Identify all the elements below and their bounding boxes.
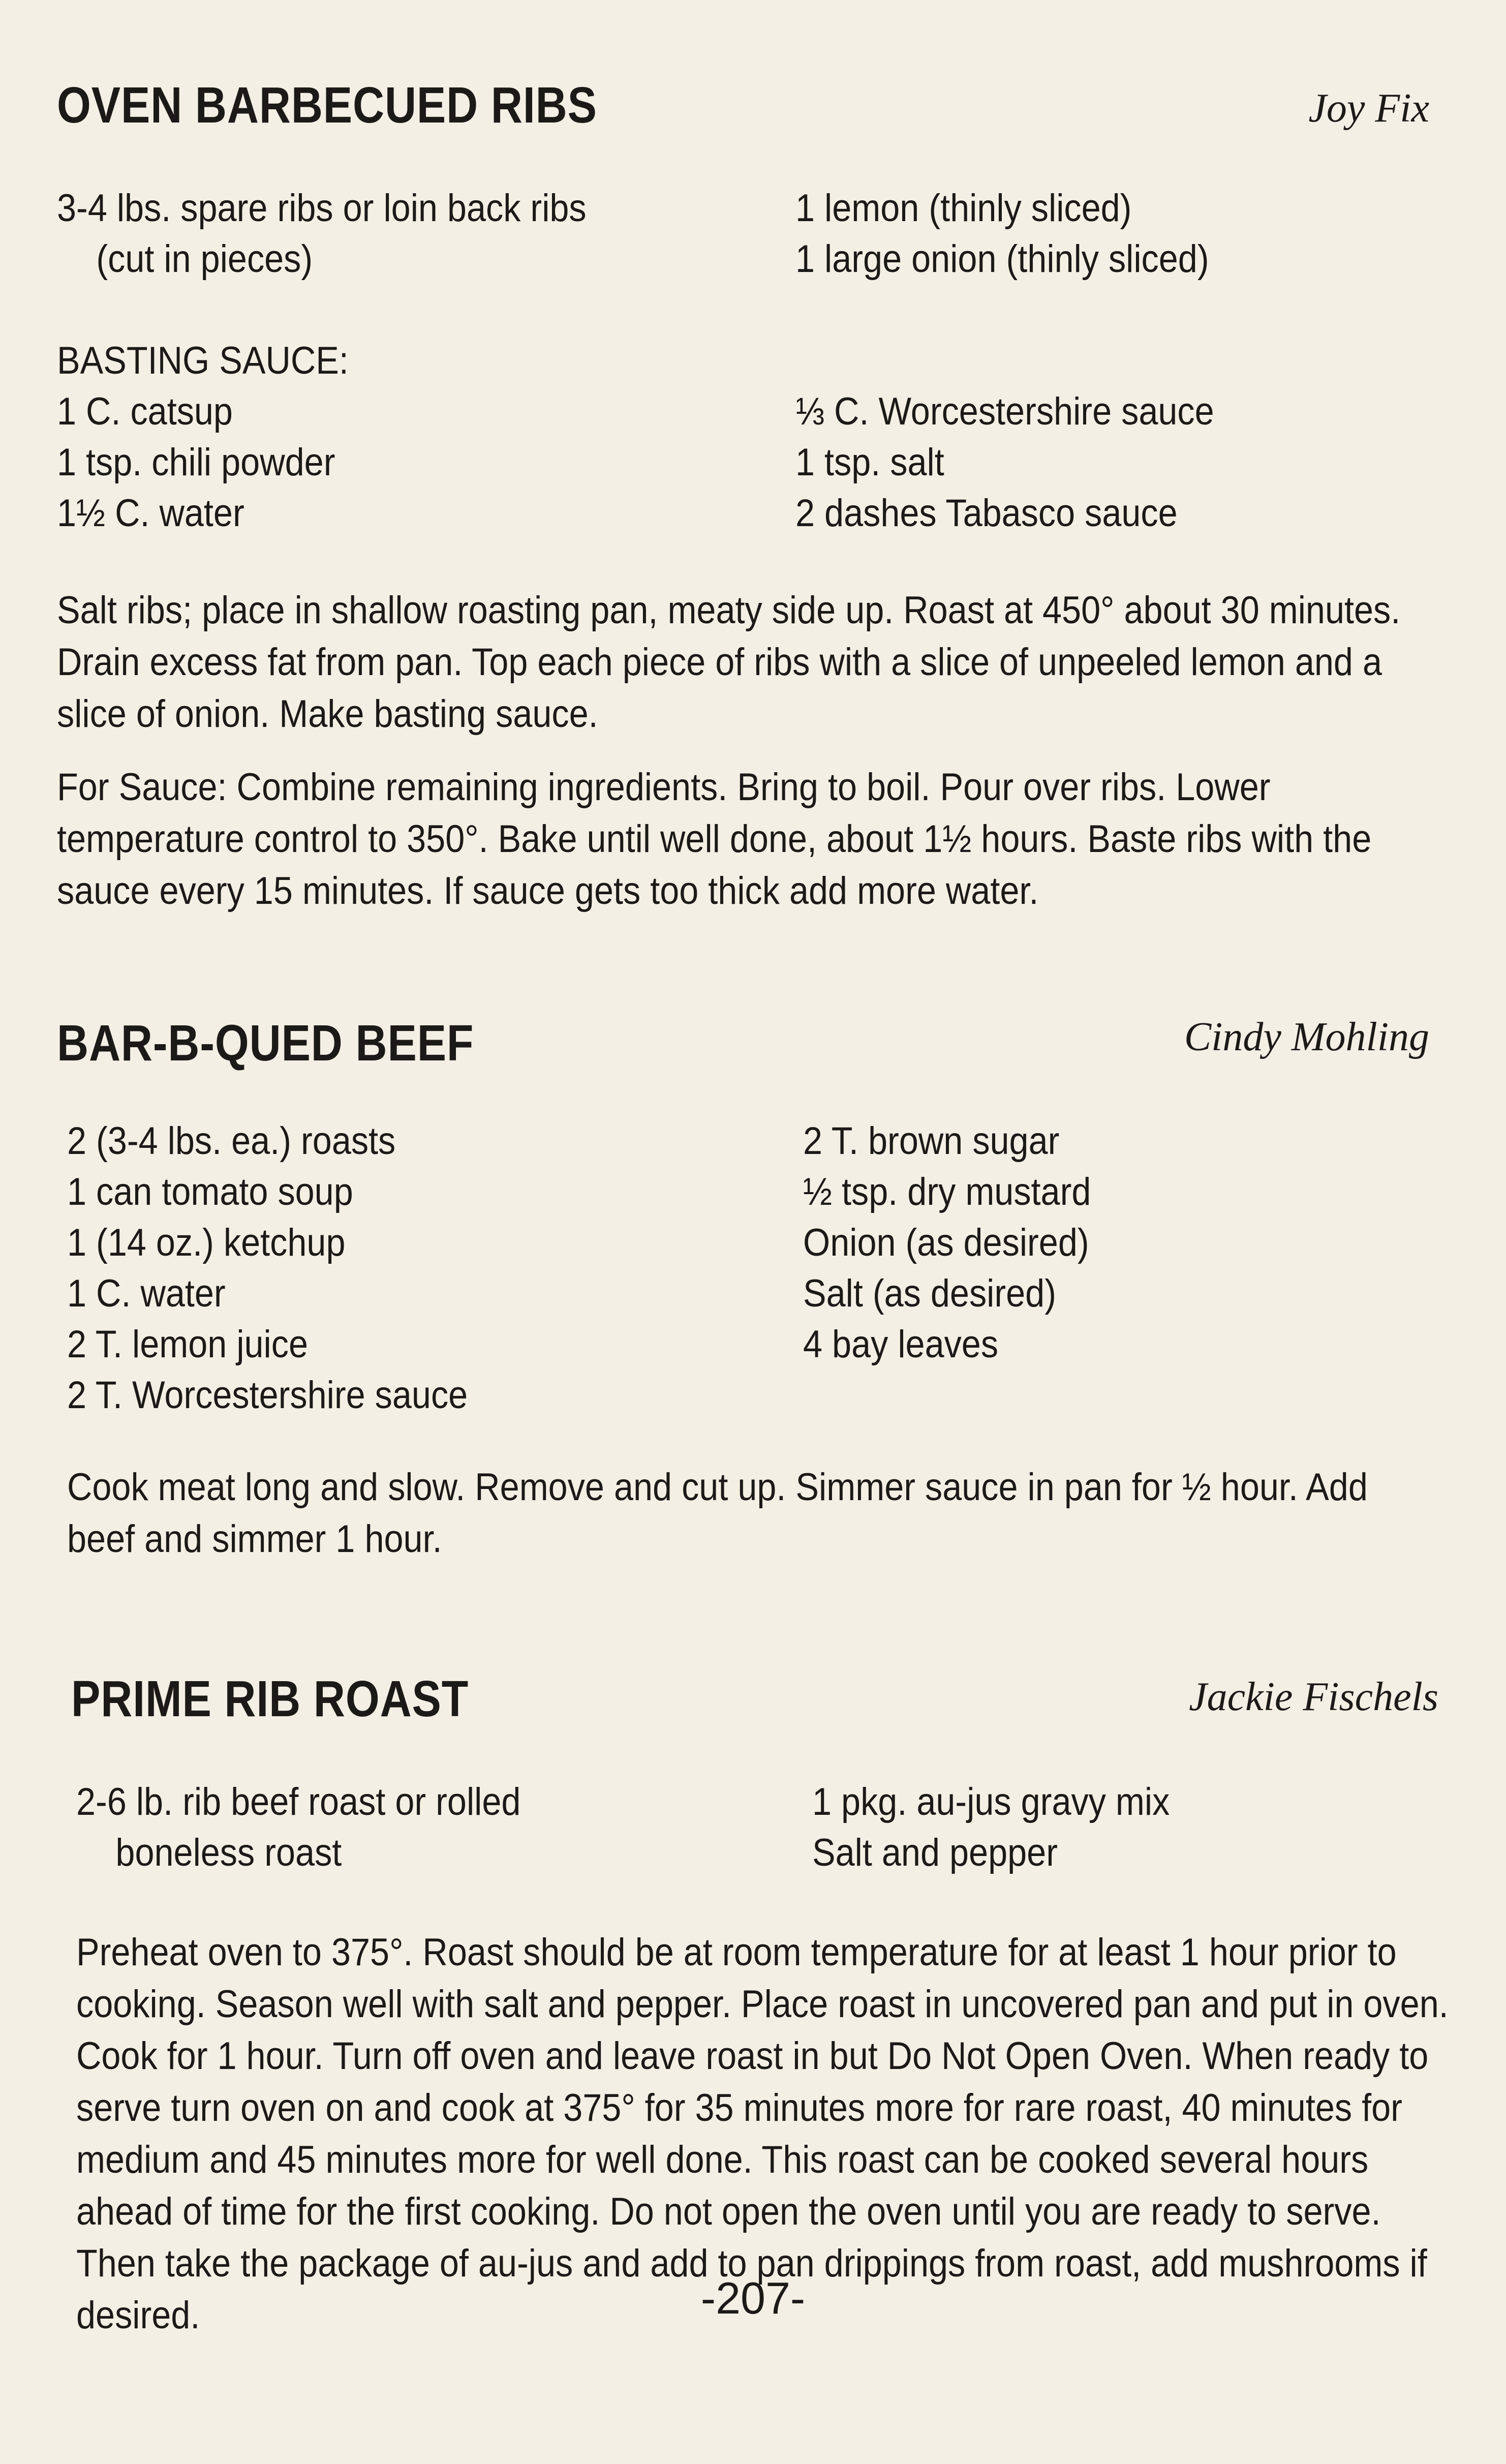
ingredients-left	[67, 1116, 512, 1421]
ingredient: 1 tsp. salt	[795, 441, 944, 484]
ingredient: 2 T. lemon juice	[67, 1323, 308, 1366]
directions: Salt ribs; place in shallow roasting pan, meaty side up. Roast at 450° about 30 minutes. Drain excess fat from pan. Top each piece of ribs with a slice of unpeeled lemon and a slice of onion. Make basting sauce.	[57, 589, 1401, 736]
recipe-title: PRIME RIB ROAST	[71, 1670, 469, 1727]
ingredient: 1 can tomato soup	[67, 1170, 353, 1213]
ingredient: Salt and pepper	[812, 1831, 1058, 1874]
recipe-author: Joy Fix	[1308, 86, 1429, 131]
sauce-heading: BASTING SAUCE:	[57, 339, 349, 382]
ingredient: 2 dashes Tabasco sauce	[795, 492, 1178, 535]
recipe-title: OVEN BARBECUED RIBS	[57, 77, 597, 134]
ingredient: 3-4 lbs. spare ribs or loin back ribs	[57, 187, 587, 230]
directions: Preheat oven to 375°. Roast should be at room temperature for at least 1 hour prior to cooking. Season well with salt and pepper. Place roast in uncovered pan and put in oven. Cook for 1 hour. Turn off oven and leave roast in but Do Not Open Oven. When ready to serve turn oven on and cook at 375° for 35 minutes more for rare roast, 40 minutes for medium and 45 minutes more for well done. This roast can be cooked several hours ahead of time for the first cooking. Do not open the oven until you are ready to serve. Then take the package of au-jus and add to pan drippings from roast, add mushrooms if desired.	[76, 1931, 1449, 2337]
ingredient: 1 large onion (thinly sliced)	[795, 237, 1209, 281]
ingredient: 2 (3-4 lbs. ea.) roasts	[67, 1119, 396, 1163]
ingredient: 2 T. Worcestershire sauce	[67, 1374, 468, 1417]
ingredients-right	[812, 1777, 1209, 1878]
ingredient: 4 bay leaves	[803, 1323, 999, 1366]
ingredient: 1 (14 oz.) ketchup	[67, 1221, 346, 1264]
ingredients-left	[76, 1777, 570, 1878]
ingredient: (cut in pieces)	[96, 237, 313, 281]
ingredient: 1 C. water	[67, 1272, 226, 1315]
sauce-ingredients-right	[795, 386, 1261, 539]
ingredients-right	[803, 1116, 1123, 1370]
ingredient: 1 pkg. au-jus gravy mix	[812, 1780, 1170, 1823]
ingredients-right	[795, 183, 1255, 285]
ingredient: Onion (as desired)	[803, 1221, 1089, 1264]
ingredient: ½ tsp. dry mustard	[803, 1170, 1091, 1213]
ingredient: 1 tsp. chili powder	[57, 441, 335, 484]
ingredient: 2-6 lb. rib beef roast or rolled	[76, 1780, 521, 1823]
page-number: -207-	[700, 2273, 806, 2323]
ingredient: 2 T. brown sugar	[803, 1119, 1060, 1163]
ingredients-left	[57, 183, 645, 285]
recipe-author: Jackie Fischels	[1189, 1675, 1438, 1719]
ingredient: 1½ C. water	[57, 492, 244, 535]
ingredient: 1 lemon (thinly sliced)	[795, 187, 1132, 230]
ingredient: Salt (as desired)	[803, 1272, 1057, 1315]
recipe-author: Cindy Mohling	[1184, 1015, 1429, 1059]
directions: For Sauce: Combine remaining ingredients. Bring to boil. Pour over ribs. Lower temperature control to 350°. Bake until well done, about 1½ hours. Baste ribs with the sauce every 15 minutes. If sauce gets too thick add more water.	[57, 766, 1372, 912]
ingredient: boneless roast	[115, 1831, 342, 1874]
directions: Cook meat long and slow. Remove and cut up. Simmer sauce in pan for ½ hour. Add beef and simmer 1 hour.	[67, 1466, 1368, 1561]
sauce-ingredients-left	[57, 336, 381, 539]
recipe-title: BAR-B-QUED BEEF	[57, 1015, 474, 1072]
ingredient: ⅓ C. Worcestershire sauce	[795, 390, 1214, 433]
ingredient: 1 C. catsup	[57, 390, 233, 433]
